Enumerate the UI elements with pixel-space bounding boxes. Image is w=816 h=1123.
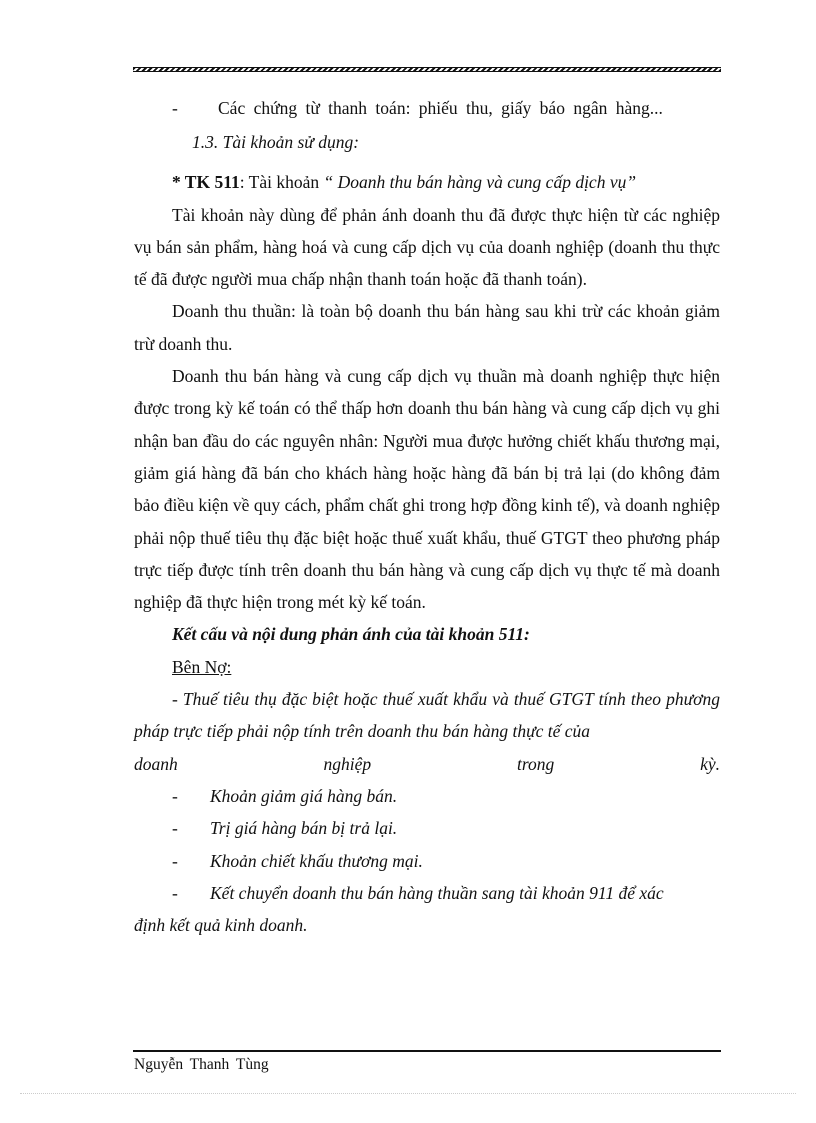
debit-item-continuation: định kết quả kinh doanh.	[134, 915, 308, 936]
footer-author: Nguyễn Thanh Tùng	[134, 1056, 269, 1073]
debit-item	[134, 877, 720, 909]
section-heading: 1.3. Tài khoản sử dụng:	[192, 132, 360, 152]
structure-heading: Kết cấu và nội dung phản ánh của tài khoản 511:	[172, 624, 530, 645]
list-dash: -	[172, 98, 178, 118]
list-text: Các chứng từ thanh toán: phiếu thu, giấy báo ngân hàng...	[218, 98, 663, 118]
footer-rule	[133, 1050, 721, 1052]
account-prefix: : Tài khoản	[239, 172, 320, 193]
debit-item	[134, 845, 720, 877]
bullet-text: Kết chuyển doanh thu bán hàng thuần sang tài khoản 911 để xác	[210, 882, 664, 903]
word: trong	[516, 753, 555, 774]
bullet-dash: -	[172, 785, 178, 806]
word: doanh	[134, 753, 178, 774]
document-list-line	[134, 92, 720, 124]
bullet-text: Khoản chiết khấu thương mại.	[210, 850, 423, 871]
account-code: * TK 511	[172, 172, 240, 193]
header-rule	[133, 67, 721, 72]
bullet-text: Trị giá hàng bán bị trả lại.	[210, 818, 398, 839]
debit-tax-item-end	[134, 748, 720, 780]
page-edge-dotted	[20, 1093, 796, 1094]
paragraph-net-revenue: Doanh thu thuần: là toàn bộ doanh thu bán hàng sau khi trừ các khoản giảm trừ doanh thu.	[134, 301, 720, 354]
bullet-dash: -	[172, 850, 178, 871]
debit-heading: Bên Nợ:	[172, 656, 232, 677]
paragraph-purpose: Tài khoản này dùng để phản ánh doanh thu đã được thực hiện từ các nghiệp vụ bán sản phẩm, hàng hoá và cung cấp dịch vụ của doanh nghiệp (doanh thu thực tế đã được người mua chấp nhận thanh toán hoặc đã thanh toán).	[134, 204, 720, 290]
account-name: “ Doanh thu bán hàng và cung cấp dịch vụ”	[319, 172, 637, 193]
paragraph-explanation: Doanh thu bán hàng và cung cấp dịch vụ thuần mà doanh nghiệp thực hiện được trong kỳ kế toán có thể thấp hơn doanh thu bán hàng và cung cấp dịch vụ ghi nhận ban đầu do các nguyên nhân: Người mua được hưởng chiết khấu thương mại, giảm giá hàng đã bán cho khách hàng hoặc hàng đã bán bị trả lại (do không đảm bảo điều kiện về quy cách, phẩm chất ghi trong hợp đồng kinh tế), và doanh nghiệp phải nộp thuế tiêu thụ đặc biệt hoặc thuế xuất khẩu, thuế GTGT theo phương pháp trực tiếp được tính trên doanh thu bán hàng và cung cấp dịch vụ thực tế mà doanh nghiệp đã thực hiện trong mét kỳ kế toán.	[134, 366, 720, 613]
bullet-text: Khoản giảm giá hàng bán.	[210, 785, 398, 806]
word: kỳ.	[700, 753, 720, 774]
debit-item	[134, 780, 720, 812]
debit-item	[134, 812, 720, 844]
bullet-dash: -	[172, 818, 178, 839]
bullet-dash: -	[172, 882, 178, 903]
word: nghiệp	[323, 753, 372, 774]
debit-tax-item: - Thuế tiêu thụ đặc biệt hoặc thuế xuất khẩu và thuế GTGT tính theo phương pháp trực tiếp phải nộp tính trên doanh thu bán hàng thực tế của	[134, 689, 720, 742]
document-body	[134, 92, 720, 941]
account-title	[134, 166, 720, 198]
